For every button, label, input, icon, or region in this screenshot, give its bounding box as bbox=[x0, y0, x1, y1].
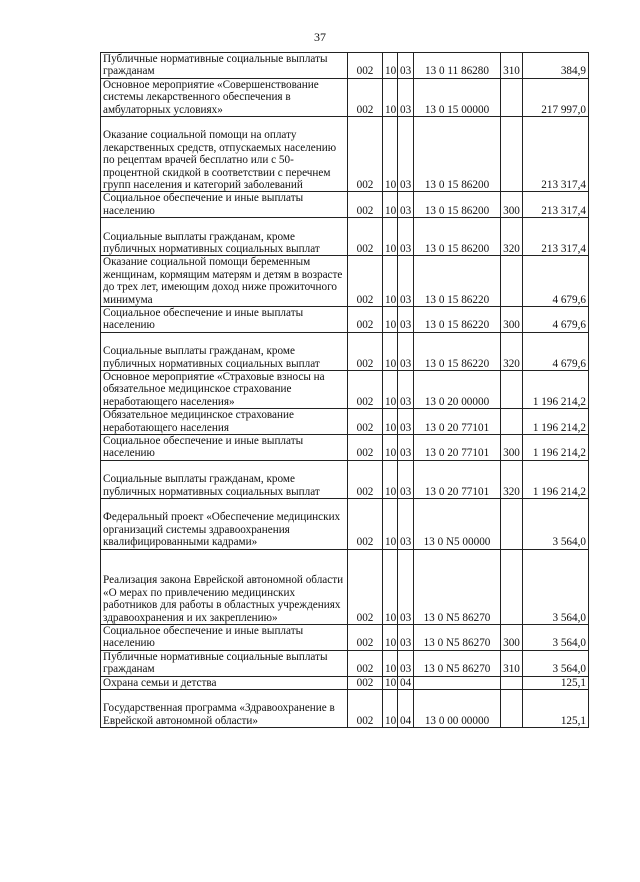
row-vedom-code: 002 bbox=[348, 435, 383, 461]
row-name: Публичные нормативные социальные выплаты гражданам bbox=[101, 650, 348, 676]
table-row bbox=[101, 332, 589, 370]
row-amount: 1 196 214,2 bbox=[523, 435, 589, 461]
row-amount: 213 317,4 bbox=[523, 192, 589, 218]
row-amount: 3 564,0 bbox=[523, 650, 589, 676]
row-name: Федеральный проект «Обеспечение медицинских организаций системы здравоохранения квалифицированными кадрами» bbox=[101, 499, 348, 550]
row-amount: 3 564,0 bbox=[523, 549, 589, 624]
row-name: Публичные нормативные социальные выплаты гражданам bbox=[101, 53, 348, 79]
row-subsection-code: 04 bbox=[398, 676, 414, 689]
row-amount: 384,9 bbox=[523, 53, 589, 79]
row-vedom-code: 002 bbox=[348, 690, 383, 728]
table-row bbox=[101, 499, 589, 550]
row-expense-type-code bbox=[501, 409, 523, 435]
table-row bbox=[101, 307, 589, 333]
row-vedom-code: 002 bbox=[348, 650, 383, 676]
row-section-code: 10 bbox=[383, 332, 398, 370]
budget-table-body bbox=[101, 53, 589, 728]
table-row bbox=[101, 409, 589, 435]
row-vedom-code: 002 bbox=[348, 625, 383, 651]
row-target-article-code: 13 0 N5 86270 bbox=[414, 625, 501, 651]
row-expense-type-code: 310 bbox=[501, 53, 523, 79]
row-expense-type-code: 300 bbox=[501, 625, 523, 651]
row-subsection-code: 03 bbox=[398, 499, 414, 550]
row-vedom-code: 002 bbox=[348, 499, 383, 550]
row-target-article-code: 13 0 11 86280 bbox=[414, 53, 501, 79]
row-section-code: 10 bbox=[383, 549, 398, 624]
row-subsection-code: 03 bbox=[398, 192, 414, 218]
row-section-code: 10 bbox=[383, 371, 398, 409]
row-target-article-code: 13 0 15 86200 bbox=[414, 218, 501, 256]
row-section-code: 10 bbox=[383, 690, 398, 728]
row-target-article-code: 13 0 20 77101 bbox=[414, 435, 501, 461]
row-target-article-code: 13 0 15 86200 bbox=[414, 192, 501, 218]
row-amount: 3 564,0 bbox=[523, 625, 589, 651]
row-section-code: 10 bbox=[383, 256, 398, 307]
table-row bbox=[101, 549, 589, 624]
row-target-article-code: 13 0 20 00000 bbox=[414, 371, 501, 409]
row-target-article-code: 13 0 15 00000 bbox=[414, 78, 501, 116]
row-amount: 1 196 214,2 bbox=[523, 371, 589, 409]
row-expense-type-code: 320 bbox=[501, 332, 523, 370]
row-target-article-code: 13 0 15 86220 bbox=[414, 307, 501, 333]
row-name: Социальное обеспечение и иные выплаты населению bbox=[101, 307, 348, 333]
row-target-article-code: 13 0 20 77101 bbox=[414, 409, 501, 435]
row-name: Оказание социальной помощи на оплату лекарственных средств, отпускаемых населению по рецептам врачей бесплатно или с 50-процентной скидкой в соответствии с перечнем групп населения и категорий заболеваний bbox=[101, 117, 348, 192]
row-expense-type-code bbox=[501, 371, 523, 409]
row-expense-type-code bbox=[501, 499, 523, 550]
row-subsection-code: 03 bbox=[398, 549, 414, 624]
row-amount: 4 679,6 bbox=[523, 307, 589, 333]
row-subsection-code: 03 bbox=[398, 332, 414, 370]
row-subsection-code: 04 bbox=[398, 690, 414, 728]
row-amount: 1 196 214,2 bbox=[523, 460, 589, 498]
row-vedom-code: 002 bbox=[348, 676, 383, 689]
row-subsection-code: 03 bbox=[398, 256, 414, 307]
row-name: Основное мероприятие «Страховые взносы на обязательное медицинское страхование неработающего населения» bbox=[101, 371, 348, 409]
row-name: Реализация закона Еврейской автономной области «О мерах по привлечению медицинских работников для работы в областных учреждениях здравоохранения и их закреплению» bbox=[101, 549, 348, 624]
row-amount: 217 997,0 bbox=[523, 78, 589, 116]
row-amount: 3 564,0 bbox=[523, 499, 589, 550]
row-expense-type-code: 300 bbox=[501, 435, 523, 461]
table-row bbox=[101, 435, 589, 461]
row-subsection-code: 03 bbox=[398, 371, 414, 409]
table-row bbox=[101, 625, 589, 651]
row-vedom-code: 002 bbox=[348, 117, 383, 192]
table-row bbox=[101, 218, 589, 256]
row-vedom-code: 002 bbox=[348, 53, 383, 79]
row-vedom-code: 002 bbox=[348, 371, 383, 409]
row-expense-type-code: 300 bbox=[501, 307, 523, 333]
row-name: Оказание социальной помощи беременным женщинам, кормящим матерям и детям в возрасте до трех лет, имеющим доход ниже прожиточного минимума bbox=[101, 256, 348, 307]
row-target-article-code: 13 0 N5 86270 bbox=[414, 549, 501, 624]
row-section-code: 10 bbox=[383, 435, 398, 461]
row-amount: 4 679,6 bbox=[523, 332, 589, 370]
table-row bbox=[101, 676, 589, 689]
row-vedom-code: 002 bbox=[348, 549, 383, 624]
row-subsection-code: 03 bbox=[398, 435, 414, 461]
row-name: Обязательное медицинское страхование неработающего населения bbox=[101, 409, 348, 435]
row-target-article-code: 13 0 00 00000 bbox=[414, 690, 501, 728]
row-subsection-code: 03 bbox=[398, 53, 414, 79]
row-expense-type-code: 310 bbox=[501, 650, 523, 676]
row-section-code: 10 bbox=[383, 218, 398, 256]
row-vedom-code: 002 bbox=[348, 78, 383, 116]
row-section-code: 10 bbox=[383, 78, 398, 116]
row-section-code: 10 bbox=[383, 650, 398, 676]
row-vedom-code: 002 bbox=[348, 218, 383, 256]
row-subsection-code: 03 bbox=[398, 78, 414, 116]
row-expense-type-code bbox=[501, 117, 523, 192]
row-expense-type-code: 300 bbox=[501, 192, 523, 218]
row-name: Охрана семьи и детства bbox=[101, 676, 348, 689]
row-vedom-code: 002 bbox=[348, 192, 383, 218]
table-row bbox=[101, 53, 589, 79]
row-target-article-code: 13 0 N5 00000 bbox=[414, 499, 501, 550]
row-vedom-code: 002 bbox=[348, 256, 383, 307]
table-row bbox=[101, 371, 589, 409]
table-row bbox=[101, 650, 589, 676]
table-row bbox=[101, 690, 589, 728]
row-subsection-code: 03 bbox=[398, 218, 414, 256]
row-target-article-code: 13 0 15 86220 bbox=[414, 332, 501, 370]
row-expense-type-code bbox=[501, 690, 523, 728]
row-vedom-code: 002 bbox=[348, 332, 383, 370]
table-row bbox=[101, 256, 589, 307]
row-target-article-code: 13 0 15 86220 bbox=[414, 256, 501, 307]
row-section-code: 10 bbox=[383, 53, 398, 79]
table-row bbox=[101, 192, 589, 218]
row-subsection-code: 03 bbox=[398, 307, 414, 333]
row-section-code: 10 bbox=[383, 192, 398, 218]
row-name: Социальные выплаты гражданам, кроме публичных нормативных социальных выплат bbox=[101, 460, 348, 498]
row-amount: 125,1 bbox=[523, 676, 589, 689]
row-expense-type-code: 320 bbox=[501, 218, 523, 256]
budget-table bbox=[100, 52, 589, 728]
row-name: Социальное обеспечение и иные выплаты населению bbox=[101, 435, 348, 461]
row-name: Социальные выплаты гражданам, кроме публичных нормативных социальных выплат bbox=[101, 218, 348, 256]
row-expense-type-code bbox=[501, 676, 523, 689]
row-name: Социальное обеспечение и иные выплаты населению bbox=[101, 625, 348, 651]
row-subsection-code: 03 bbox=[398, 650, 414, 676]
row-subsection-code: 03 bbox=[398, 460, 414, 498]
row-section-code: 10 bbox=[383, 409, 398, 435]
row-amount: 1 196 214,2 bbox=[523, 409, 589, 435]
row-section-code: 10 bbox=[383, 625, 398, 651]
row-amount: 213 317,4 bbox=[523, 117, 589, 192]
table-row bbox=[101, 460, 589, 498]
row-expense-type-code: 320 bbox=[501, 460, 523, 498]
row-section-code: 10 bbox=[383, 460, 398, 498]
row-section-code: 10 bbox=[383, 676, 398, 689]
row-expense-type-code bbox=[501, 549, 523, 624]
table-row bbox=[101, 117, 589, 192]
page-number: 37 bbox=[314, 30, 326, 44]
row-vedom-code: 002 bbox=[348, 460, 383, 498]
row-name: Социальное обеспечение и иные выплаты населению bbox=[101, 192, 348, 218]
row-subsection-code: 03 bbox=[398, 409, 414, 435]
row-target-article-code: 13 0 20 77101 bbox=[414, 460, 501, 498]
table-row bbox=[101, 78, 589, 116]
row-target-article-code: 13 0 15 86200 bbox=[414, 117, 501, 192]
row-subsection-code: 03 bbox=[398, 625, 414, 651]
row-section-code: 10 bbox=[383, 307, 398, 333]
row-name: Социальные выплаты гражданам, кроме публичных нормативных социальных выплат bbox=[101, 332, 348, 370]
row-subsection-code: 03 bbox=[398, 117, 414, 192]
row-amount: 213 317,4 bbox=[523, 218, 589, 256]
row-section-code: 10 bbox=[383, 117, 398, 192]
row-vedom-code: 002 bbox=[348, 409, 383, 435]
row-vedom-code: 002 bbox=[348, 307, 383, 333]
row-expense-type-code bbox=[501, 256, 523, 307]
row-name: Основное мероприятие «Совершенствование системы лекарственного обеспечения в амбулаторных условиях» bbox=[101, 78, 348, 116]
row-name: Государственная программа «Здравоохранение в Еврейской автономной области» bbox=[101, 690, 348, 728]
row-expense-type-code bbox=[501, 78, 523, 116]
row-amount: 4 679,6 bbox=[523, 256, 589, 307]
row-target-article-code: 13 0 N5 86270 bbox=[414, 650, 501, 676]
row-target-article-code bbox=[414, 676, 501, 689]
row-section-code: 10 bbox=[383, 499, 398, 550]
row-amount: 125,1 bbox=[523, 690, 589, 728]
